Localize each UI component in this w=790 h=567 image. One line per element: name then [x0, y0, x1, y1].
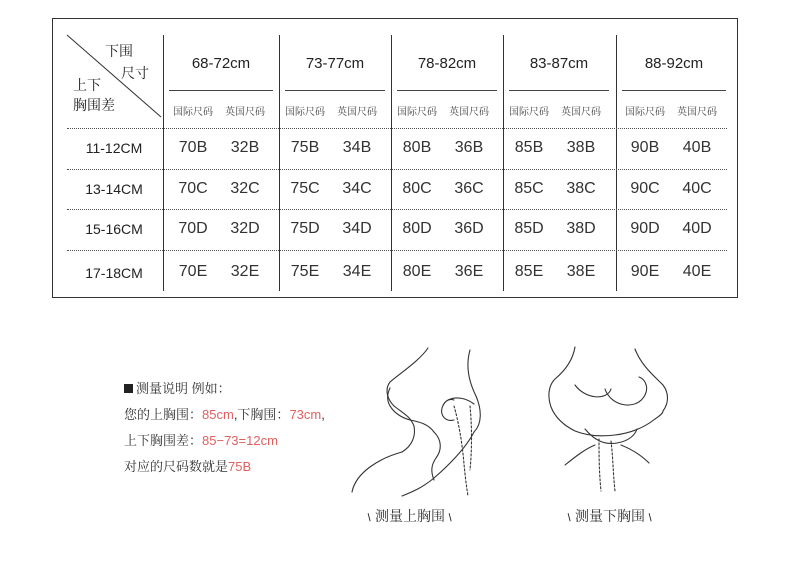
measurement-explanation: [124, 376, 325, 480]
corner-label-bust-diff: 胸围差: [73, 97, 115, 113]
legend-text: 您的上胸围：: [124, 407, 203, 422]
table-cell: 40C: [682, 180, 712, 197]
caption-lower-bust: [550, 506, 670, 526]
legend-line-3: [124, 454, 325, 480]
table-cell: 38B: [566, 139, 596, 156]
table-cell: 38D: [566, 220, 596, 237]
table-cell: 40E: [682, 263, 712, 280]
size-column-header: 78-82cm: [417, 55, 477, 72]
column-divider: [163, 35, 164, 291]
bullet-square-icon: [124, 384, 133, 393]
table-cell: 85C: [514, 180, 544, 197]
legend-line-1: [124, 402, 325, 428]
column-divider: [503, 35, 504, 291]
table-cell: 40B: [682, 139, 712, 156]
table-cell: 75C: [290, 180, 320, 197]
row-divider: [67, 169, 727, 170]
row-label: 17-18CM: [85, 265, 143, 281]
row-label: 15-16CM: [85, 221, 143, 237]
table-cell: 80D: [402, 220, 432, 237]
table-cell: 80C: [402, 180, 432, 197]
table-cell: 85E: [514, 263, 544, 280]
sub-header-uk: 英国尺码: [677, 107, 717, 118]
column-divider: [391, 35, 392, 291]
table-cell: 34E: [342, 263, 372, 280]
legend-text: ,: [321, 407, 325, 422]
table-cell: 90E: [630, 263, 660, 280]
table-cell: 70D: [178, 220, 208, 237]
table-cell: 36E: [454, 263, 484, 280]
table-cell: 85D: [514, 220, 544, 237]
legend-title: 测量说明 例如：: [136, 381, 231, 396]
caption-text: 测量上胸围: [375, 508, 445, 524]
table-cell: 70E: [178, 263, 208, 280]
table-cell: 36C: [454, 180, 484, 197]
corner-label-size: 尺寸: [121, 65, 149, 81]
legend-value: 75B: [228, 459, 252, 474]
table-cell: 34D: [342, 220, 372, 237]
corner-label-lower-band: 下围: [105, 43, 133, 59]
header-underline: [622, 90, 726, 91]
row-divider: [67, 250, 727, 251]
sub-header-intl: 国际尺码: [173, 107, 213, 118]
table-cell: 38C: [566, 180, 596, 197]
table-cell: 34B: [342, 139, 372, 156]
column-divider: [279, 35, 280, 291]
corner-label-updown: 上下: [73, 77, 101, 93]
sub-header-uk: 英国尺码: [561, 107, 601, 118]
table-cell: 40D: [682, 220, 712, 237]
size-column-header: 83-87cm: [529, 55, 589, 72]
sub-header-uk: 英国尺码: [449, 107, 489, 118]
size-column-header: 88-92cm: [644, 55, 704, 72]
tick-mark-icon: /: [446, 512, 455, 524]
header-underline: [169, 90, 273, 91]
column-divider: [616, 35, 617, 291]
table-cell: 38E: [566, 263, 596, 280]
table-cell: 80E: [402, 263, 432, 280]
legend-line-2: [124, 428, 325, 454]
caption-text: 测量下胸围: [575, 508, 645, 524]
sub-header-intl: 国际尺码: [285, 107, 325, 118]
size-column-header: 73-77cm: [305, 55, 365, 72]
table-cell: 90B: [630, 139, 660, 156]
lower-bust-illustration: [545, 345, 675, 495]
caption-upper-bust: [350, 506, 470, 526]
size-chart-table: [52, 18, 738, 298]
table-cell: 32B: [230, 139, 260, 156]
legend-value: 85−73=12cm: [202, 433, 278, 448]
table-cell: 32C: [230, 180, 260, 197]
table-cell: 80B: [402, 139, 432, 156]
legend-title-row: [124, 376, 325, 402]
tick-mark-icon: /: [565, 512, 574, 524]
table-cell: 75B: [290, 139, 320, 156]
row-divider: [67, 209, 727, 210]
upper-bust-illustration: [350, 340, 500, 500]
table-cell: 36B: [454, 139, 484, 156]
header-underline: [285, 90, 385, 91]
legend-value: 73cm: [289, 407, 322, 422]
table-cell: 90C: [630, 180, 660, 197]
tick-mark-icon: /: [365, 512, 374, 524]
sub-header-intl: 国际尺码: [625, 107, 665, 118]
table-cell: 70C: [178, 180, 208, 197]
sub-header-intl: 国际尺码: [397, 107, 437, 118]
legend-text: 上下胸围差：: [124, 433, 203, 448]
table-cell: 36D: [454, 220, 484, 237]
corner-header-cell: [53, 19, 165, 129]
row-divider: [67, 128, 727, 129]
table-cell: 70B: [178, 139, 208, 156]
table-cell: 34C: [342, 180, 372, 197]
sub-header-uk: 英国尺码: [337, 107, 377, 118]
table-cell: 90D: [630, 220, 660, 237]
tick-mark-icon: /: [646, 512, 655, 524]
legend-text: 对应的尺码数就是: [124, 459, 229, 474]
legend-value: 85cm: [202, 407, 234, 422]
table-cell: 85B: [514, 139, 544, 156]
legend-text: ,下胸围：: [233, 407, 290, 422]
header-underline: [397, 90, 497, 91]
table-cell: 75E: [290, 263, 320, 280]
row-label: 13-14CM: [85, 181, 143, 197]
table-cell: 75D: [290, 220, 320, 237]
sub-header-uk: 英国尺码: [225, 107, 265, 118]
sub-header-intl: 国际尺码: [509, 107, 549, 118]
table-cell: 32E: [230, 263, 260, 280]
row-label: 11-12CM: [85, 140, 143, 156]
size-column-header: 68-72cm: [191, 55, 251, 72]
header-underline: [509, 90, 609, 91]
table-cell: 32D: [230, 220, 260, 237]
